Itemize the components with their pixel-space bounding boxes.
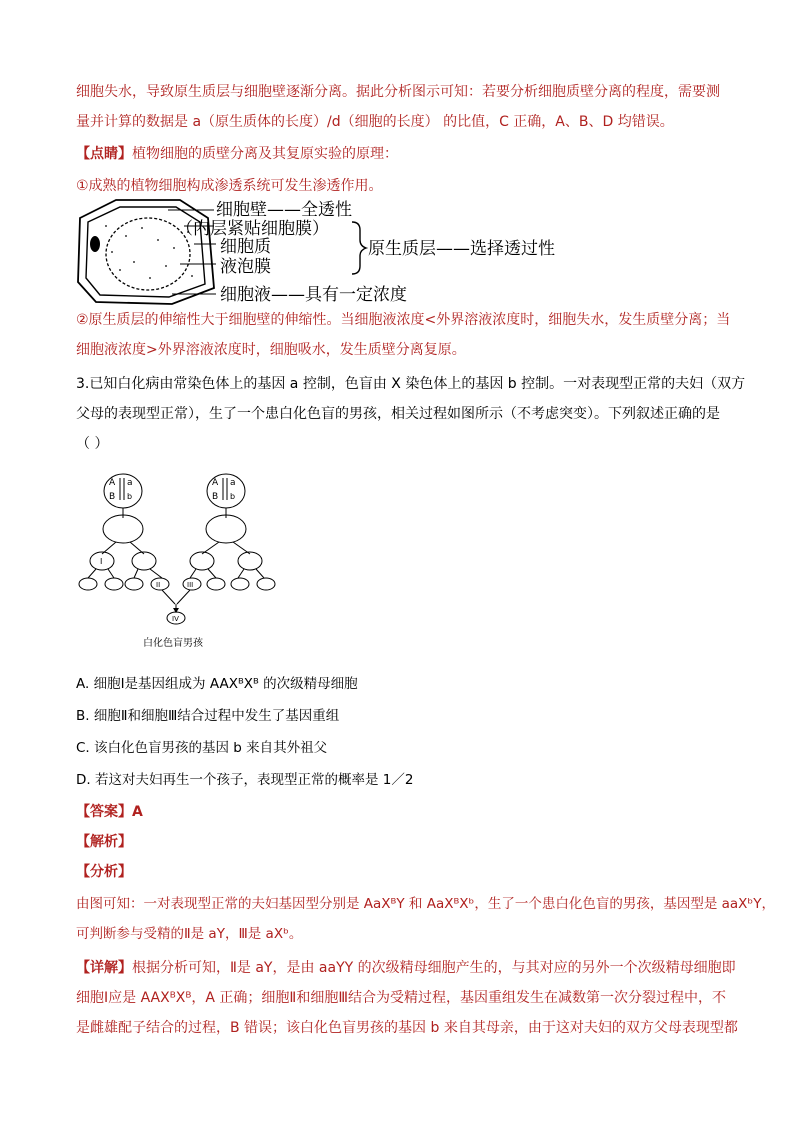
- label-cytoplasm: 细胞质: [220, 237, 271, 257]
- detail-line3: 是雌雄配子结合的过程，B 错误；该白化色盲男孩的基因 b 来自其母亲，由于这对夫妇的双方父母表现型都: [76, 1020, 738, 1036]
- detail-line1: 根据分析可知，Ⅱ是 aY，是由 aaYY 的次级精母细胞产生的，与其对应的另外一个次级精母细胞即: [132, 960, 736, 976]
- label-III: III: [187, 581, 194, 589]
- right-gene-B: B: [212, 492, 219, 502]
- answer: 【答案】A: [76, 804, 143, 820]
- right-gene-a: a: [230, 478, 236, 488]
- analysis-prev-line2: 量并计算的数据是 a（原生质体的长度）/d（细胞的长度） 的比值，C 正确，A、B、D 均错误。: [76, 114, 674, 130]
- dianjing-text: 植物细胞的质壁分离及其复原实验的原理：: [132, 146, 398, 162]
- analysis-line1: 由图可知：一对表现型正常的夫妇基因型分别是 AaXᴮY 和 AaXᴮXᵇ，生了一个患白化色盲的男孩，基因型是 aaXᵇY，: [76, 896, 775, 912]
- label-protoplast-layer: 原生质层——选择透过性: [368, 239, 555, 259]
- analysis-prev-line1: 细胞失水，导致原生质层与细胞壁逐渐分离。据此分析图示可知：若要分析细胞质壁分离的程度，需要测: [76, 84, 720, 100]
- jiexi-label: 【解析】: [76, 834, 132, 850]
- label-vacuole-membrane: 液泡膜: [220, 257, 271, 277]
- right-gene-b: b: [230, 492, 236, 501]
- label-cell-wall: 细胞壁——全透性: [216, 200, 352, 220]
- label-cell-sap: 细胞液——具有一定浓度: [220, 285, 407, 305]
- detail-label: 【详解】: [76, 960, 132, 976]
- left-gene-A: A: [109, 478, 116, 488]
- dianjing-point2-line2: 细胞液浓度>外界溶液浓度时，细胞吸水，发生质壁分离复原。: [76, 342, 466, 358]
- plant-cell-diagram: [76, 196, 636, 308]
- left-gene-a: a: [127, 478, 133, 488]
- nucleus: [90, 236, 100, 252]
- question-line3: （ ）: [76, 436, 109, 452]
- option-b: B. 细胞Ⅱ和细胞Ⅲ结合过程中发生了基因重组: [76, 708, 340, 724]
- label-IV: IV: [172, 615, 179, 623]
- question-line1: 3.已知白化病由常染色体上的基因 a 控制，色盲由 X 染色体上的基因 b 控制。一对表现型正常的夫妇（双方: [76, 376, 746, 392]
- detail-line1-wrap: [76, 954, 736, 982]
- dianjing-label: 【点睛】: [76, 146, 132, 162]
- meiosis-diagram: [76, 466, 316, 656]
- left-primary-cell: [103, 515, 143, 543]
- option-d: D. 若这对夫妇再生一个孩子，表现型正常的概率是 1／2: [76, 772, 414, 788]
- right-gene-A: A: [212, 478, 219, 488]
- analysis-line2: 可判断参与受精的Ⅱ是 aY，Ⅲ是 aXᵇ。: [76, 926, 303, 942]
- diagram-caption: 白化色盲男孩: [143, 638, 203, 649]
- left-secondary-cell: [132, 552, 156, 570]
- option-c: C. 该白化色盲男孩的基因 b 来自其外祖父: [76, 740, 328, 756]
- fenxi-label: 【分析】: [76, 864, 132, 880]
- detail-line2: 细胞Ⅰ应是 AAXᴮXᴮ，A 正确；细胞Ⅱ和细胞Ⅲ结合为受精过程，基因重组发生在减数第一次分裂过程中，不: [76, 990, 726, 1006]
- question-line2: 父母的表现型正常），生了一个患白化色盲的男孩，相关过程如图所示（不考虑突变）。下列叙述正确的是: [76, 406, 720, 422]
- left-gene-B: B: [109, 492, 116, 502]
- right-primary-cell: [206, 515, 246, 543]
- option-a: A. 细胞Ⅰ是基因组成为 AAXᴮXᴮ 的次级精母细胞: [76, 676, 358, 692]
- dianjing-point1: ①成熟的植物细胞构成渗透系统可发生渗透作用。: [76, 178, 383, 194]
- brace: [352, 222, 366, 274]
- dianjing-point2-line1: ②原生质层的伸缩性大于细胞壁的伸缩性。当细胞液浓度<外界溶液浓度时，细胞失水，发生质壁分离；当: [76, 312, 731, 328]
- left-gene-b: b: [127, 492, 133, 501]
- label-II: II: [156, 581, 161, 589]
- label-I: I: [100, 557, 103, 566]
- dianjing-line: [76, 140, 726, 168]
- label-inner-membrane: （内层紧贴细胞膜）: [176, 219, 329, 239]
